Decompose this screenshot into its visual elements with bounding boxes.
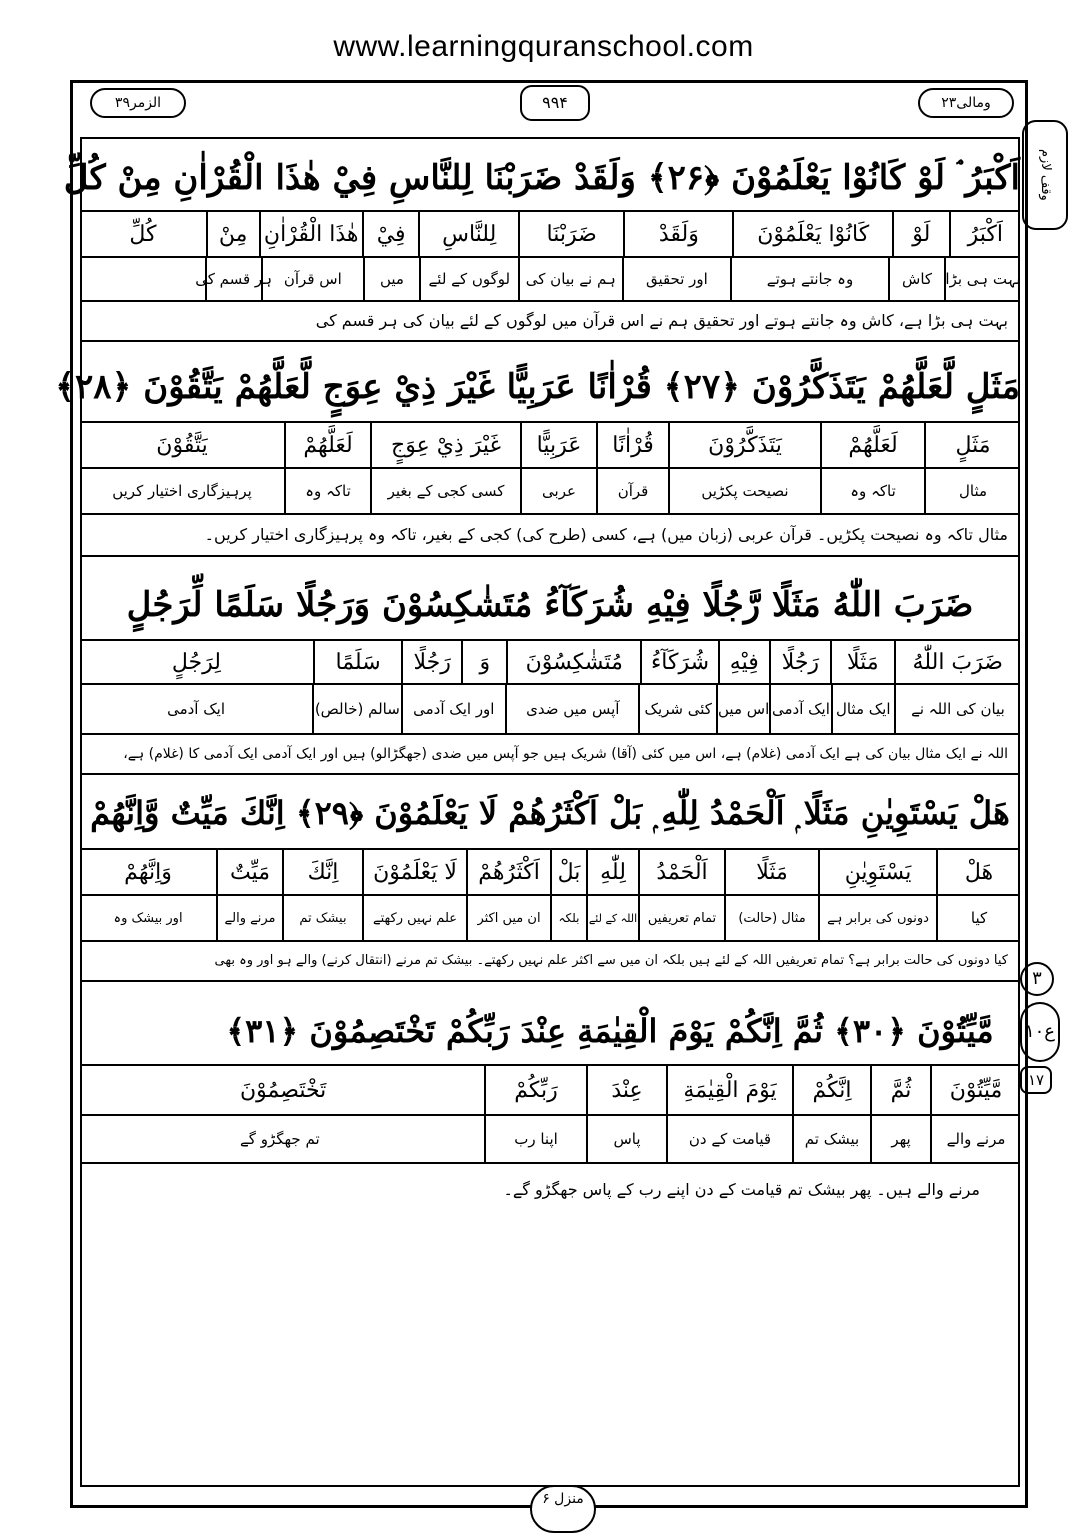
meaning-cell: اور ایک آدمی — [401, 685, 506, 733]
meaning-cell: سالم (خالص) — [312, 685, 400, 733]
meaning-cell: علم نہیں رکھتے — [362, 896, 466, 940]
word-cell: وَاِنَّهُمْ — [124, 859, 172, 885]
side-marker-ruku: ۳ — [1020, 962, 1054, 996]
word-cell: يَسْتَوِيٰنِ — [818, 850, 936, 894]
word-row — [80, 848, 1020, 894]
meaning-cell: کاش — [888, 258, 944, 300]
word-cell: لَعَلَّهُمْ — [284, 423, 370, 467]
meaning-cell: لوگوں کے لئے — [419, 258, 518, 300]
word-cell: لِرَجُلٍ — [171, 649, 221, 675]
word-cell: ضَرَبْنَا — [518, 212, 623, 256]
word-cell: كَانُوْا يَعْلَمُوْنَ — [732, 212, 892, 256]
meaning-row — [80, 1114, 1020, 1164]
word-cell: مَيِّتٌ — [216, 850, 282, 894]
verse-section-29a — [80, 567, 1020, 777]
word-cell: سَلَمًا — [313, 641, 402, 683]
word-cell: تَخْتَصِمُوْنَ — [240, 1077, 327, 1103]
translation-line: اللہ نے ایک مثال بیان کی ہے ایک آدمی (غلام) ہے، اس میں کئی (آقا) شریک ہیں جو آپس میں ضدی (جھگڑالو) ہیں اور ایک آدمی ایک آدمی کا (غلام) ہے، — [80, 733, 1020, 773]
surah-label: الزمر۳۹ — [90, 88, 186, 118]
meaning-cell: ان میں اکثر — [466, 896, 550, 940]
word-cell: بَلْ — [550, 850, 586, 894]
word-cell: هٰذَا الْقُرْاٰنِ — [259, 212, 362, 256]
meaning-cell: تاکہ وہ — [284, 469, 370, 513]
meaning-row — [80, 256, 1020, 300]
meaning-cell: مثال — [924, 469, 1020, 513]
section-divider — [80, 980, 1020, 982]
word-cell: هَلْ — [936, 850, 1020, 894]
meaning-cell: تم جھگڑو گے — [240, 1130, 320, 1148]
side-marker-ain: ع۱۰ — [1020, 1002, 1060, 1062]
word-cell: لَوْ — [892, 212, 948, 256]
meaning-cell: نصیحت پکڑیں — [668, 469, 820, 513]
meaning-row — [80, 467, 1020, 513]
translation-line: مثال تاکہ وہ نصیحت پکڑیں۔ قرآن عربی (زبان میں) ہے، کسی (طرح کی) کجی کے بغیر، تاکہ وہ پرہیزگاری اختیار کریں۔ — [80, 513, 1020, 555]
word-cell: رَجُلًا — [769, 641, 831, 683]
meaning-cell: تمام تعریفیں — [638, 896, 724, 940]
meaning-cell: قرآن — [596, 469, 668, 513]
word-cell: رَبِّكُمْ — [484, 1066, 586, 1114]
word-cell: لَا يَعْلَمُوْنَ — [362, 850, 466, 894]
word-cell: اَكْبَرُ — [949, 212, 1020, 256]
meaning-cell — [80, 258, 205, 300]
meaning-cell: ایک آدمی — [167, 700, 226, 718]
meaning-cell: بیان کی اللہ نے — [894, 685, 1020, 733]
translation-line: بہت ہی بڑا ہے، کاش وہ جانتے ہوتے اور تحقیق ہم نے اس قرآن میں لوگوں کے لئے بیان کی ہر قسم کی — [80, 300, 1020, 340]
meaning-cell: بیشک تم — [792, 1116, 870, 1162]
word-cell: وَ — [461, 641, 506, 683]
word-cell: قُرْاٰنًا — [596, 423, 668, 467]
meaning-cell: مرنے والے — [930, 1116, 1020, 1162]
verse-line: اَكْبَرُ ۘ لَوْ كَانُوْا يَعْلَمُوْنَ ﴿۲۶﴾ وَلَقَدْ ضَرَبْنَا لِلنَّاسِ فِيْ هٰذَا الْقُرْاٰنِ مِنْ كُلِّ — [63, 158, 1020, 198]
verse-line: هَلْ يَسْتَوِيٰنِ مَثَلًا ۭ اَلْحَمْدُ لِلّٰهِ ۭ بَلْ اَكْثَرُهُمْ لَا يَعْلَمُوْنَ ﴿۲۹﴾ اِنَّكَ مَيِّتٌ وَّاِنَّهُمْ — [90, 794, 1010, 832]
word-cell: يَوْمَ الْقِيٰمَةِ — [666, 1066, 792, 1114]
word-cell: لِلنَّاسِ — [418, 212, 518, 256]
meaning-cell: مثال (حالت) — [724, 896, 818, 940]
word-cell: يَتَّقُوْنَ — [156, 432, 208, 458]
word-cell: مَثَلًا — [830, 641, 893, 683]
meaning-cell: بیشک تم — [282, 896, 362, 940]
page-number: ۹۹۴ — [520, 85, 590, 121]
word-cell: كُلِّ — [129, 221, 157, 247]
meaning-cell: اس میں — [716, 685, 769, 733]
word-cell: فِيْ — [362, 212, 418, 256]
waqf-corner-label: وقف لازم — [1022, 120, 1068, 230]
site-url: www.learningquranschool.com — [333, 30, 754, 63]
meaning-cell: پھر — [870, 1116, 930, 1162]
word-cell: مَثَلًا — [724, 850, 818, 894]
meaning-cell: ہر قسم کی — [205, 258, 261, 300]
section-divider — [80, 555, 1020, 557]
word-cell: رَجُلًا — [401, 641, 461, 683]
word-cell: اِنَّكُمْ — [792, 1066, 870, 1114]
section-divider — [80, 340, 1020, 342]
meaning-cell: ہم نے بیان کی — [518, 258, 622, 300]
meaning-cell: پاس — [586, 1116, 666, 1162]
word-row — [80, 210, 1020, 256]
verse-section-30-31 — [80, 992, 1020, 1232]
verse-line: ضَرَبَ اللّٰهُ مَثَلًا رَّجُلًا فِيْهِ شُرَكَآءُ مُتَشٰكِسُوْنَ وَرَجُلًا سَلَمًا لِّرَجُلٍ — [126, 585, 974, 625]
manzil-badge: منزل ۶ — [530, 1485, 596, 1533]
verse-section-29b-30 — [80, 772, 1020, 997]
word-cell: عِنْدَ — [586, 1066, 666, 1114]
word-cell: لِلّٰهِ — [586, 850, 638, 894]
meaning-cell: تاکہ وہ — [820, 469, 924, 513]
meaning-cell: پرہیزگاری اختیار کریں — [112, 482, 252, 500]
translation-line: کیا دونوں کی حالت برابر ہے؟ تمام تعریفیں اللہ کے لئے ہیں بلکہ ان میں سے اکثر علم نہیں رکھتے۔ بیشک تم مرنے (انتقال کرنے) والے ہو اور وہ بھی — [80, 940, 1020, 980]
meaning-cell: وہ جانتے ہوتے — [730, 258, 888, 300]
meaning-cell: ایک آدمی — [769, 685, 830, 733]
meaning-cell: اپنا رب — [484, 1116, 586, 1162]
word-cell: اِنَّكَ — [282, 850, 362, 894]
word-cell: عَرَبِيًّا — [520, 423, 596, 467]
word-cell: مَّيِّتُوْنَ — [930, 1066, 1020, 1114]
meaning-cell: کسی کجی کے بغیر — [370, 469, 520, 513]
word-cell: يَتَذَكَّرُوْنَ — [668, 423, 820, 467]
word-row — [80, 639, 1020, 683]
verse-line: مَّيِّتُوْنَ ﴿۳۰﴾ ثُمَّ اِنَّكُمْ يَوْمَ الْقِيٰمَةِ عِنْدَ رَبِّكُمْ تَخْتَصِمُوْنَ ﴿۳۱﴾ — [226, 1012, 994, 1050]
meaning-row — [80, 894, 1020, 940]
meaning-cell: کیا — [936, 896, 1020, 940]
meaning-cell: بہت ہی بڑا — [944, 258, 1020, 300]
word-cell: فِيْهِ — [718, 641, 769, 683]
word-cell: غَيْرَ ذِيْ عِوَجٍ — [370, 423, 520, 467]
word-cell: مُتَشٰكِسُوْنَ — [506, 641, 640, 683]
word-cell: ضَرَبَ اللّٰهُ — [894, 641, 1021, 683]
meaning-cell: مرنے والے — [216, 896, 282, 940]
verse-section-27-28 — [55, 345, 1020, 570]
word-cell: مَثَلٍ — [924, 423, 1020, 467]
word-cell: اَلْحَمْدُ — [638, 850, 724, 894]
para-label: ومالی۲۳ — [918, 88, 1014, 118]
meaning-cell: قیامت کے دن — [666, 1116, 792, 1162]
meaning-cell: عربی — [520, 469, 596, 513]
meaning-cell: ایک مثال — [831, 685, 894, 733]
word-cell: شُرَكَآءُ — [640, 641, 718, 683]
meaning-cell: اور تحقیق — [622, 258, 730, 300]
meaning-cell: بلکہ — [550, 896, 586, 940]
side-marker-count: ۱۷ — [1020, 1066, 1052, 1094]
meaning-cell: دونوں کی برابر ہے — [818, 896, 936, 940]
meaning-row — [80, 683, 1020, 733]
meaning-cell: اس قرآن — [261, 258, 363, 300]
word-cell: اَكْثَرُهُمْ — [466, 850, 550, 894]
verse-section-26 — [63, 140, 1021, 368]
meaning-cell: میں — [363, 258, 419, 300]
word-cell: وَلَقَدْ — [623, 212, 732, 256]
word-cell: لَعَلَّهُمْ — [820, 423, 924, 467]
word-cell: ثُمَّ — [870, 1066, 930, 1114]
meaning-cell: اللہ کے لئے — [586, 896, 638, 940]
meaning-cell: آپس میں ضدی — [505, 685, 638, 733]
word-row — [80, 1064, 1020, 1114]
meaning-cell: کئی شریک — [638, 685, 716, 733]
word-cell: مِنْ — [206, 212, 259, 256]
translation-line: مرنے والے ہیں۔ پھر بیشک تم قیامت کے دن اپنے رب کے پاس جھگڑو گے۔ — [503, 1180, 980, 1199]
meaning-cell: اور بیشک وہ — [113, 910, 183, 926]
word-row — [80, 421, 1020, 467]
verse-line: مَثَلٍ لَّعَلَّهُمْ يَتَذَكَّرُوْنَ ﴿۲۷﴾ قُرْاٰنًا عَرَبِيًّا غَيْرَ ذِيْ عِوَجٍ لَّعَلَّهُمْ يَتَّقُوْنَ ﴿۲۸﴾ — [55, 367, 1020, 407]
